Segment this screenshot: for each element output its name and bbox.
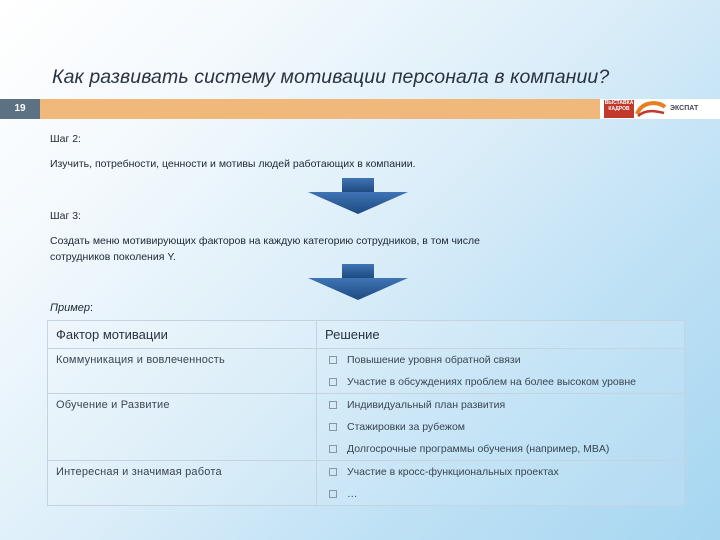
table-row: [48, 394, 685, 461]
step-2-label: Шаг 2:: [50, 133, 81, 145]
checkbox-bullet-icon: [329, 378, 337, 386]
factor-cell: [48, 394, 317, 461]
table-row: [48, 349, 685, 394]
table-header-row: [48, 321, 685, 349]
logo-area: [600, 99, 720, 119]
factor-cell: [48, 461, 317, 506]
factor-cell: [48, 349, 317, 394]
exhibition-logo: ВЫСТАВКА КАДРОВ: [604, 100, 634, 118]
solution-item: …: [317, 483, 684, 505]
step-3-text-line1: Создать меню мотивирующих факторов на каждую категорию сотрудников, в том числе: [50, 235, 481, 247]
factor-text: Обучение и Развитие: [56, 399, 170, 411]
checkbox-bullet-icon: [329, 401, 337, 409]
checkbox-bullet-icon: [329, 356, 337, 364]
factor-text: Коммуникация и вовлеченность: [56, 354, 225, 366]
expat-logo: ЭКСПАТ: [670, 105, 699, 112]
motivation-table: [47, 320, 685, 506]
example-label: Пример:: [50, 302, 94, 314]
step-2-text: Изучить, потребности, ценности и мотивы людей работающих в компании.: [50, 158, 416, 170]
solution-item: Стажировки за рубежом: [317, 416, 684, 438]
step-3-label: Шаг 3:: [50, 210, 81, 222]
table-row: [48, 461, 685, 506]
solution-cell: [317, 349, 685, 394]
solution-item: Участие в обсуждениях проблем на более высоком уровне: [317, 371, 684, 393]
step-3-text-line2: сотрудников поколения Y.: [50, 251, 176, 263]
solution-cell: [317, 394, 685, 461]
title-accent-bar: [40, 99, 600, 119]
header-solution: Решение: [317, 321, 685, 349]
checkbox-bullet-icon: [329, 468, 337, 476]
checkbox-bullet-icon: [329, 490, 337, 498]
checkbox-bullet-icon: [329, 445, 337, 453]
factor-text: Интересная и значимая работа: [56, 466, 222, 478]
solution-item: Повышение уровня обратной связи: [317, 349, 684, 371]
slide-number: 19: [0, 99, 40, 119]
solution-item: Долгосрочные программы обучения (например, MBA): [317, 438, 684, 460]
slide-title: Как развивать систему мотивации персонала в компании?: [52, 66, 610, 88]
solution-item: Участие в кросс-функциональных проектах: [317, 461, 684, 483]
down-arrow-icon: [308, 262, 408, 302]
solution-cell: [317, 461, 685, 506]
header-factor: Фактор мотивации: [48, 321, 317, 349]
checkbox-bullet-icon: [329, 423, 337, 431]
solution-item: Индивидуальный план развития: [317, 394, 684, 416]
swirl-logo-icon: [634, 99, 668, 119]
down-arrow-icon: [308, 176, 408, 216]
